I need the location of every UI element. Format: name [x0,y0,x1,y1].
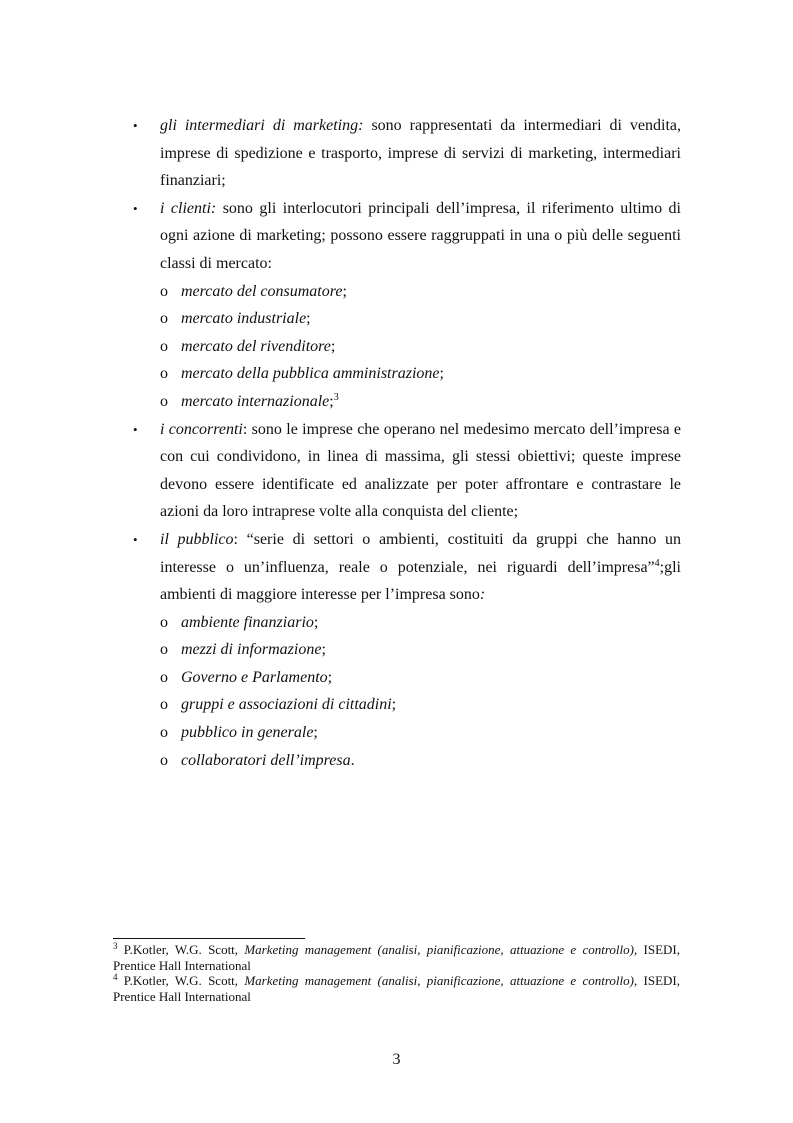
list-item-label: mercato internazionale [181,392,330,410]
bullet-text: : “serie di settori o ambienti, costituiti da gruppi che hanno un interesse o un’influenza, reale o potenziale, nei riguardi dell’impresa” [160,530,681,576]
list-item-label: mezzi di informazione [181,641,322,659]
list-item-label: mercato del rivenditore [181,337,331,355]
bullet-concorrenti [133,416,681,526]
footnote-ref[interactable]: 4 [654,557,660,569]
bullet-text: : sono le imprese che operano nel medesimo mercato dell’impresa e con cui condividono, in linea di massima, gli stessi obiettivi; queste imprese devono essere identificate ed analizzate per poter affrontare e contrastare le azioni da loro intraprese volte alla conquista del cliente; [160,420,682,521]
bullet-pubblico [133,526,681,609]
footnote-number: 3 [113,941,118,951]
bullet-text-continued: ;gli ambienti di maggiore interesse per l’impresa sono [160,558,681,604]
sub-marker: o [160,365,168,383]
sub-marker: o [160,337,168,355]
list-item-label: ambiente finanziario [181,613,314,631]
bullet-marker: • [133,421,138,437]
footnote-publisher: ISEDI, Prentice Hall International [113,973,680,1004]
footnote-separator [113,938,305,939]
list-item-suffix: ; [391,696,397,714]
list-item-suffix: ; [439,365,444,383]
list-item [133,305,681,333]
list-item-label: gruppi e associazioni di cittadini [181,696,392,714]
list-item-suffix: ; [329,392,334,410]
bullet-term: il pubblico [160,530,234,548]
list-item [133,636,681,664]
sub-marker: o [160,696,168,714]
list-item [133,278,681,306]
sub-marker: o [160,282,168,300]
footnote-4 [113,973,680,1004]
list-item-label: mercato industriale [181,310,307,328]
list-item-suffix: ; [327,668,333,686]
sub-marker: o [160,751,168,769]
footnote-title: Marketing management (analisi, pianificazione, attuazione e controllo), [244,973,638,988]
ambienti-list [133,609,681,775]
mercato-list [133,278,681,416]
list-item-suffix: . [350,751,355,769]
list-item-suffix: ; [321,641,326,659]
list-item-suffix: ; [306,310,311,328]
footnote-publisher: ISEDI, Prentice Hall International [113,942,680,973]
list-item [133,388,681,416]
bullet-term: gli intermediari di marketing: [160,117,364,134]
sub-marker: o [160,613,168,631]
bullet-marker: • [133,118,138,133]
bullet-marker: • [133,200,138,216]
footnote-number: 4 [113,972,118,982]
list-item-label: collaboratori dell’impresa [181,751,351,769]
sub-marker: o [160,310,168,328]
bullet-text: sono rappresentati da intermediari di vendita, imprese di spedizione e trasporto, imprese di servizi di marketing, intermediari finanziari; [160,117,682,190]
footnote-author: P.Kotler, W.G. Scott, [117,942,245,957]
main-text [133,112,681,774]
bullet-marker: • [133,531,138,547]
bullet-colon: : [479,586,486,604]
list-item-label: Governo e Parlamento [181,668,328,686]
sub-marker: o [160,724,168,742]
bullet-term: i concorrenti [160,420,243,438]
footnote-title: Marketing management (analisi, pianificazione, attuazione e controllo), [244,942,638,957]
list-item-suffix: ; [342,282,347,300]
list-item [133,719,681,747]
bullet-text: sono gli interlocutori principali dell’impresa, il riferimento ultimo di ogni azione di marketing; possono essere raggruppati in una o più delle seguenti classi di mercato: [160,199,681,272]
list-item [133,747,681,775]
bullet-intermediari [133,112,681,195]
sub-marker: o [160,668,168,686]
footnote-author: P.Kotler, W.G. Scott, [117,973,245,988]
list-item [133,691,681,719]
list-item [133,333,681,361]
sub-marker: o [160,392,168,410]
list-item-label: mercato del consumatore [181,282,343,300]
list-item [133,609,681,637]
bullet-term: i clienti: [160,199,217,217]
footnote-3 [113,942,680,973]
list-item-label: mercato della pubblica amministrazione [181,365,440,383]
bullet-clienti [133,195,681,278]
footnotes [113,942,680,1004]
footnote-ref[interactable]: 3 [333,391,339,403]
list-item-label: pubblico in generale [181,724,314,742]
list-item-suffix: ; [313,613,319,631]
page-number: 3 [392,1051,401,1068]
list-item [133,360,681,388]
list-item [133,664,681,692]
list-item-suffix: ; [313,724,318,742]
sub-marker: o [160,641,168,659]
list-item-suffix: ; [330,337,336,355]
